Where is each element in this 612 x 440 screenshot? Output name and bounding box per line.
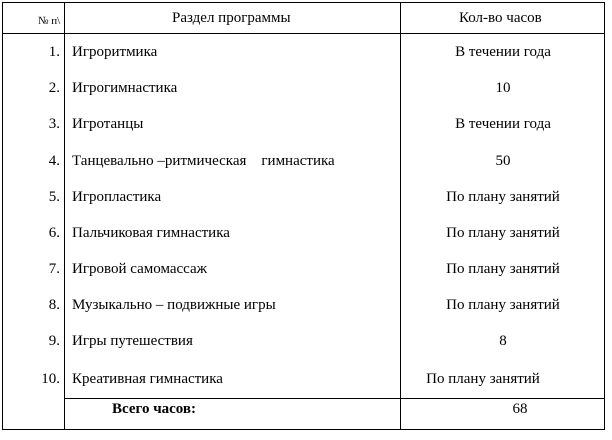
table-border-left (2, 2, 3, 429)
row-hours: 8 (499, 333, 507, 349)
row-number: 1. (48, 44, 60, 60)
row-number: 3. (48, 116, 60, 132)
row-section: Пальчиковая гимнастика (72, 225, 230, 241)
table-border-right (604, 2, 605, 429)
header-divider (2, 33, 605, 34)
row-section: Игры путешествия (72, 333, 193, 349)
row-section: Игровой самомассаж (72, 261, 208, 277)
row-hours: По плану занятий (446, 297, 560, 313)
row-section: Игроритмика (72, 44, 158, 60)
row-number: 2. (48, 80, 60, 96)
row-number: 8. (48, 297, 60, 313)
row-number: 6. (48, 225, 60, 241)
row-hours: В течении года (455, 44, 551, 60)
row-section: Игрогимнастика (72, 80, 178, 96)
header-num: № п\ (38, 15, 61, 27)
column-divider-2 (400, 2, 401, 429)
total-divider (64, 398, 605, 399)
row-hours: По плану занятий (446, 189, 560, 205)
row-section: Игропластика (72, 189, 162, 205)
row-number: 10. (41, 371, 60, 387)
column-divider-1 (64, 2, 65, 429)
row-hours: По плану занятий (446, 261, 560, 277)
header-section: Раздел программы (172, 10, 291, 26)
row-number: 4. (48, 153, 60, 169)
row-hours: По плану занятий (426, 371, 540, 387)
total-label: Всего часов: (112, 401, 197, 417)
total-value: 68 (512, 401, 528, 417)
row-number: 9. (48, 333, 60, 349)
row-section: Танцевально –ритмическая гимнастика (72, 153, 335, 169)
row-section: Музыкально – подвижные игры (72, 297, 276, 313)
table-border-top (2, 2, 605, 3)
row-number: 7. (48, 261, 60, 277)
row-hours: По плану занятий (446, 225, 560, 241)
row-hours: 50 (495, 153, 511, 169)
header-hours: Кол-во часов (459, 10, 542, 26)
row-hours: В течении года (455, 116, 551, 132)
table-border-bottom (2, 429, 605, 430)
row-hours: 10 (495, 80, 511, 96)
row-number: 5. (48, 189, 60, 205)
row-section: Игротанцы (72, 116, 144, 132)
row-section: Креативная гимнастика (72, 371, 223, 387)
